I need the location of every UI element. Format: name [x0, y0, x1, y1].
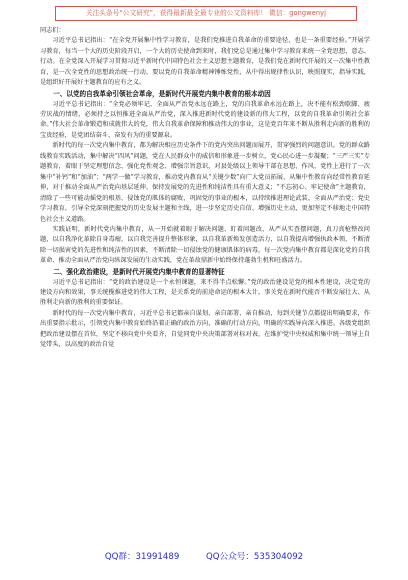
qq-public-account-label: QQ公众号：535304092 [206, 552, 304, 562]
section-2-paragraph: 新时代的每一次党内集中教育，习近平总书记都亲自谋划、亲自部署、亲自推动，每到关键节点都提出明确要求，作出重要指示批示，引领党内集中教育始终沿着正确的政治方向、准确的行动方向，明确的实践导向深入推进。各级党组织把政治建设摆在首位，坚定不移向党中央看齐，自觉同党中央决策部署对标对表，在维护党中央权威和集中统一领导上自觉带头，以高度的政治自觉 [40, 309, 370, 349]
section-1-paragraph: 习近平总书记指出：“全党必须牢记，全面从严治党永远在路上，党的自我革命永远在路上，决不能有松劲歇脚、疲劳厌战的情绪，必须持之以恒推进全面从严治党，深入推进新时代党的建设新的伟大工程，以党的自我革命引领社会革命。”伟大社会革命锻造和成就伟大的党，伟大自我革命保障和推动伟大的事业，这是党百年来不断从胜利走向新的胜利的宝贵经验，是党团结奋斗、奋发有为的重要源泉。 [40, 100, 370, 139]
header-banner: 关注头条号“公文研究”，获得最新最全最专业的公文资料库！ 微信：gongwenyj [55, 6, 357, 21]
intro-paragraph: 习近平总书记指出：“在全党开展集中性学习教育，是我们党推进自我革命的重要途径，也是一条重要经验。”开展学习教育，每当一个大的历史阶段开启，一个大的历史使命到来时，我们党总是通过集中学习教育来统一全党思想、意志、行动。在全党深入开展学习贯彻习近平新时代中国特色社会主义思想主题教育，是我们党在新时代开展的又一次集中性教育，是一次全党性的思想政治统一行动。要以党的自我革命精神锤炼党性，从中得出规律性认识，映照现实，指导实践，是组织好开展好主题教育的应有之义。 [40, 37, 370, 87]
section-1-paragraph: 实践证明，新时代党内集中教育，从一开始就着眼于解决问题、盯着问题改，从严从实查摆问题，真刀真枪整改问题，以自我净化革除自身毒瘤，以自我完善提升整体形象，以自我革新焕发创造活力，以自我提高增强执政本领，不断清除一切损害党的先进性和纯洁性的因素，不断清除一切侵蚀党的健康肌体的病毒，每一次党内集中教育都是深化党的自我革命、推动全面从严治党向纵深发展的生动实践，党在革故鼎新中始终保持蓬勃生机和旺盛活力。 [40, 225, 370, 265]
section-2-heading: 二、强化政治建设，是新时代开展党内集中教育的显著特征 [53, 267, 225, 276]
section-2-paragraph: 习近平总书记指出：“党的政治建设是一个永恒课题，来不得半点松懈。”党的政治建设是党的根本性建设，决定党的建设方向和效果，事关统揽推进党的伟大工程，是关系党的前途命运的根本大计，事关党在新时代能否不断发展壮大、从胜利走向新的胜利的重要保证。 [40, 278, 370, 307]
contact-footer [0, 550, 408, 562]
section-1-heading: 一、以党的自我革命引领社会革命，是新时代开展党内集中教育的根本动因 [53, 89, 271, 98]
greeting: 同志们： [40, 27, 65, 34]
qq-group-label: QQ群：31991489 [104, 552, 180, 562]
section-1-paragraph: 新时代的每一次党内集中教育，都为解决相应历史条件下的党内突出问题而展开，贯穿强烈的问题意识。党的群众路线教育实践活动，集中解决“四风”问题，党在人民群众中的威信和形象进一步树立，党心民心进一步凝聚；“三严三实”专题教育，着眼于坚定理想信念、强化党性观念、增强宗旨意识，对县处级以上领导干部在思想、作风、党性上进行了一次集中“补钙”和“加油”；“两学一做”学习教育，推动党内教育从“关键少数”向广大党员拓展、从集中性教育向经常性教育延伸，对于推动全面从严治党向基层延伸、保持发展党的先进性和纯洁性具有重大意义；“不忘初心、牢记使命”主题教育，清除了一些可能动摇党的根基、侵蚀党的肌体的腐败，巩固党的事业的根本，以持续推进理论武装、全面从严治党；党史学习教育，引导全党深刻把握党的历史发展主题和主线，进一步坚定历史自信、增强历史主动，更加坚定不移地走中国特色社会主义道路。 [40, 142, 370, 223]
document-body [40, 26, 370, 542]
